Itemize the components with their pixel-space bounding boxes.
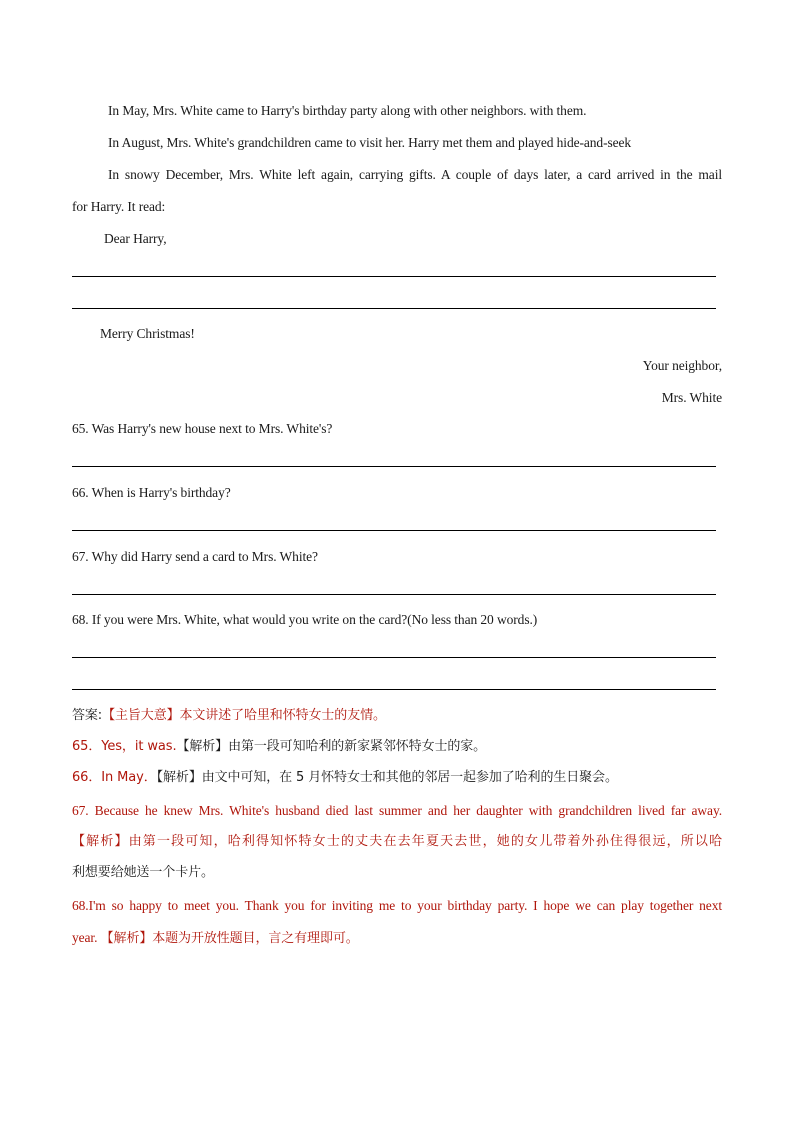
answer-65: [72, 737, 722, 757]
question-66: 66. When is Harry's birthday?: [72, 485, 231, 500]
card-signoff: Your neighbor,: [642, 358, 722, 373]
answer-66-main: 66．In May．: [72, 770, 157, 785]
answer-line-67: [72, 594, 716, 595]
answer-67-main: 67. Because he knew Mrs. White's husband died last summer and her daughter with grandchildren lived far away.: [72, 803, 722, 818]
answer-65-main: 65．Yes，it was.: [72, 739, 177, 754]
answer-line-68-2: [72, 689, 716, 690]
answer-line-65: [72, 466, 716, 467]
card-answer-line-1: [72, 276, 716, 277]
passage-paragraph-december: In snowy December, Mrs. White left again, carrying gifts. A couple of days later, a card arrived in the mail: [108, 167, 722, 182]
passage-paragraph-may: In May, Mrs. White came to Harry's birthday party along with other neighbors. with them.: [108, 103, 587, 118]
answer-66-note: 【解析】由文中可知，在 5 月怀特女士和其他的邻居一起参加了哈利的生日聚会。: [156, 770, 618, 785]
card-answer-line-2: [72, 308, 716, 309]
answer-summary: [72, 706, 722, 726]
answer-67-note-1: 【解析】由第一段可知，哈利得知怀特女士的丈夫在去年夏天去世，她的女儿带着外孙住得很远，所以哈: [72, 834, 722, 849]
answer-68-note: 【解析】本题为开放性题目，言之有理即可。: [100, 931, 359, 946]
question-68: 68. If you were Mrs. White, what would you write on the card?(No less than 20 words.): [72, 612, 538, 627]
answer-68-main-1: 68.I'm so happy to meet you. Thank you for inviting me to your birthday party. I hope we can play together next: [72, 898, 722, 913]
answer-67-note-2: 利想要给她送一个卡片。: [72, 865, 214, 880]
card-signature: Mrs. White: [661, 390, 722, 405]
answer-line-66: [72, 530, 716, 531]
passage-paragraph-august: In August, Mrs. White's grandchildren came to visit her. Harry met them and played hide-and-seek: [108, 135, 632, 150]
card-salutation: Dear Harry,: [104, 231, 167, 246]
answer-68-line-2: [72, 928, 722, 949]
answer-65-note: 【解析】由第一段可知哈利的新家紧邻怀特女士的家。: [176, 739, 487, 754]
answer-66: [72, 768, 722, 788]
answer-67-note-line-1: [72, 832, 722, 852]
answer-line-68-1: [72, 657, 716, 658]
passage-paragraph-december-cont: for Harry. It read:: [72, 199, 166, 214]
question-65: 65. Was Harry's new house next to Mrs. White's?: [72, 421, 333, 436]
answer-68-main-2: year.: [72, 930, 98, 945]
question-67: 67. Why did Harry send a card to Mrs. White?: [72, 549, 318, 564]
card-greeting: Merry Christmas!: [100, 326, 195, 341]
answer-label: 答案:: [72, 708, 103, 723]
answer-summary-text: 【主旨大意】本文讲述了哈里和怀特女士的友情。: [102, 708, 386, 723]
